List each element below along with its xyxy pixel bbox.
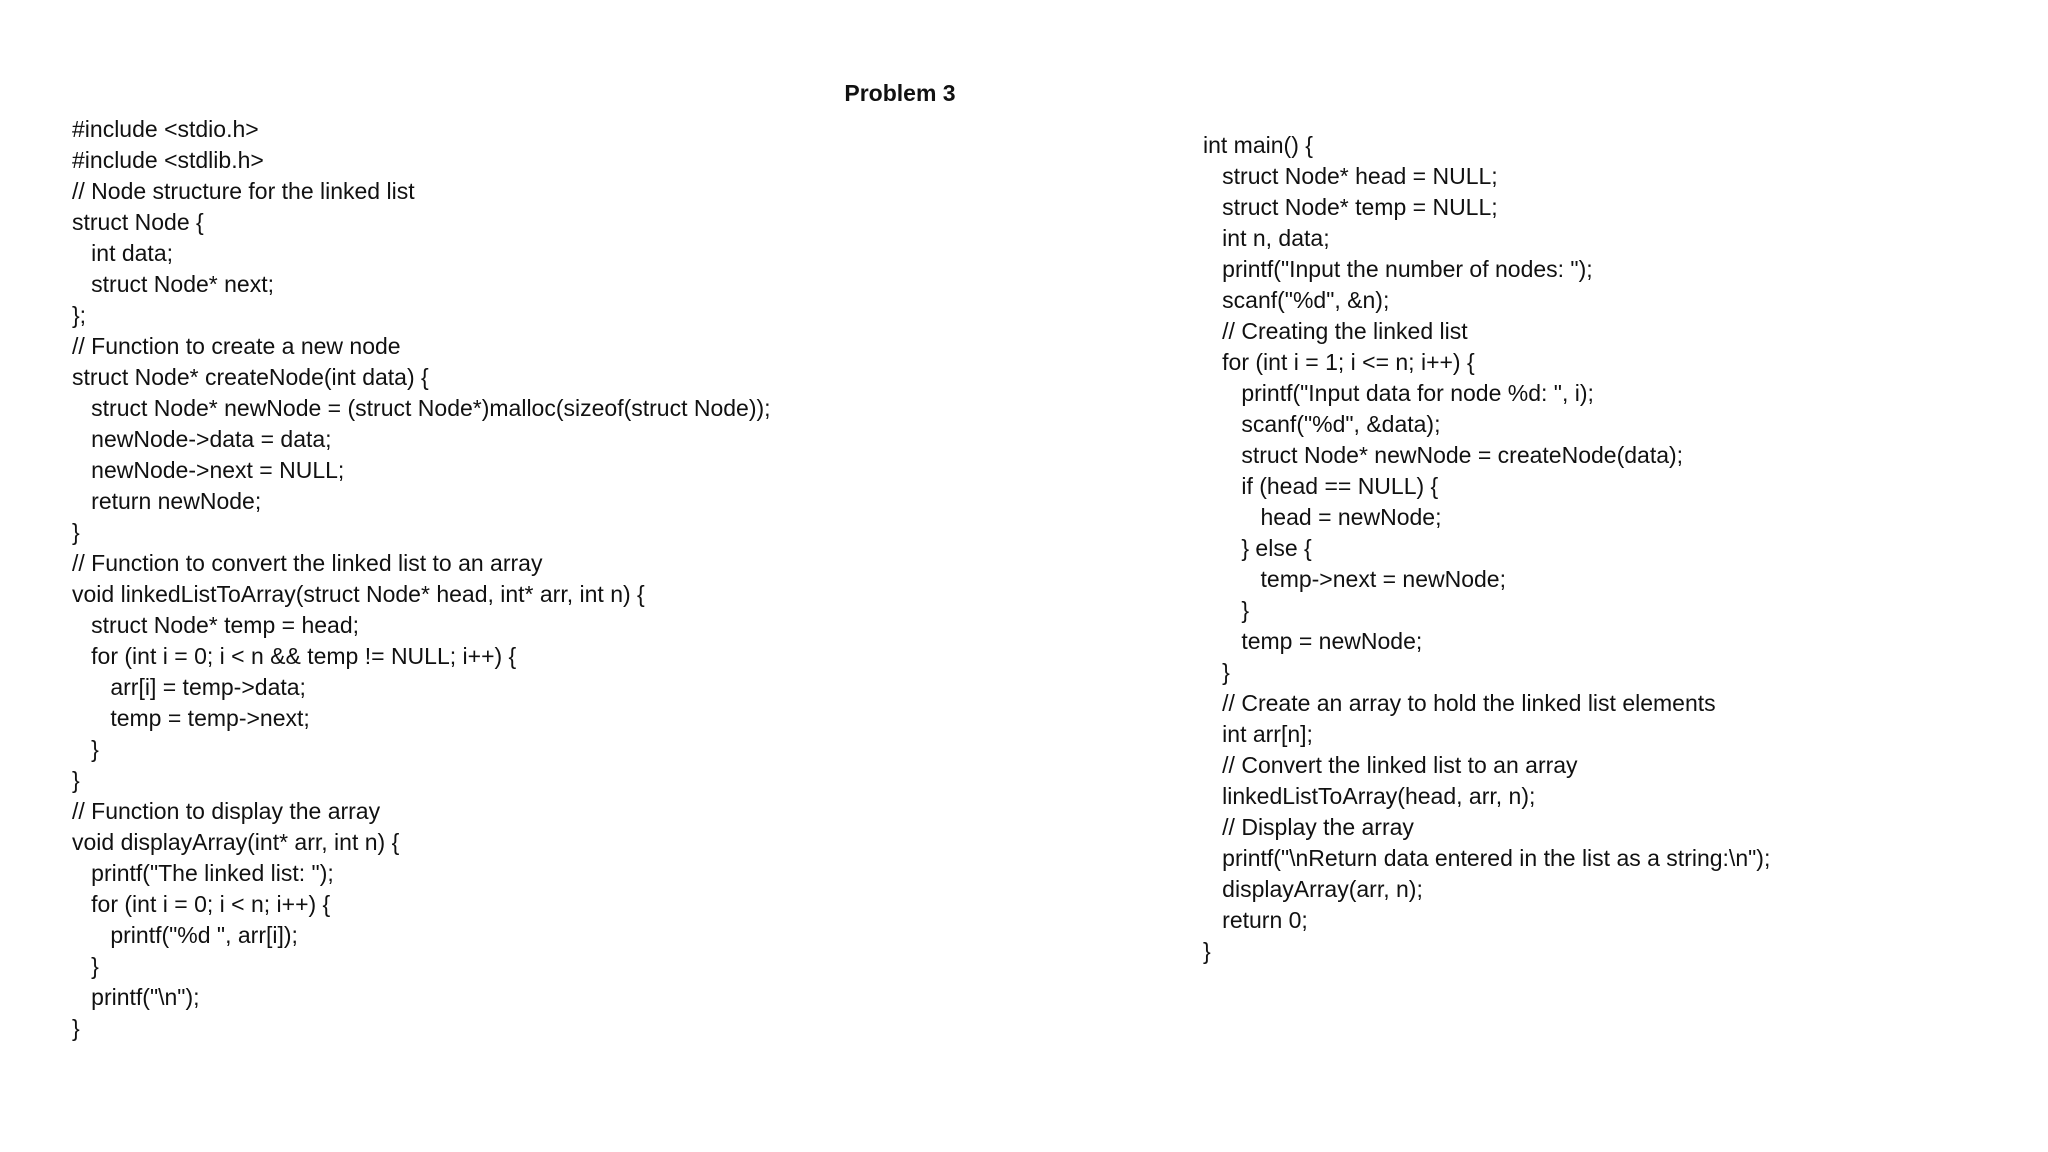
code-line: printf("%d ", arr[i]);: [72, 922, 298, 948]
code-line: for (int i = 0; i < n; i++) {: [72, 891, 331, 917]
code-line: // Function to display the array: [72, 798, 381, 824]
code-line: temp->next = newNode;: [1203, 566, 1506, 592]
code-line: // Create an array to hold the linked list elements: [1203, 690, 1716, 716]
code-line: struct Node {: [72, 209, 204, 235]
code-line: displayArray(arr, n);: [1203, 876, 1423, 902]
code-line: struct Node* head = NULL;: [1203, 163, 1498, 189]
code-line: if (head == NULL) {: [1203, 473, 1439, 499]
code-line: printf("Input the number of nodes: ");: [1203, 256, 1593, 282]
code-line: linkedListToArray(head, arr, n);: [1203, 783, 1536, 809]
code-line: for (int i = 1; i <= n; i++) {: [1203, 349, 1475, 375]
code-line: }: [72, 1015, 80, 1041]
code-line: }: [72, 953, 99, 979]
code-line: return newNode;: [72, 488, 262, 514]
code-line: struct Node* temp = NULL;: [1203, 194, 1498, 220]
code-line: // Convert the linked list to an array: [1203, 752, 1578, 778]
code-line: } else {: [1203, 535, 1312, 561]
code-line: }: [1203, 938, 1211, 964]
code-line: void linkedListToArray(struct Node* head, int* arr, int n) {: [72, 581, 645, 607]
code-line: printf("\n");: [72, 984, 200, 1010]
code-line: scanf("%d", &data);: [1203, 411, 1441, 437]
code-block-left: [72, 114, 771, 1044]
code-line: head = newNode;: [1203, 504, 1442, 530]
code-line: // Display the array: [1203, 814, 1414, 840]
code-line: int n, data;: [1203, 225, 1330, 251]
code-line: }: [72, 519, 80, 545]
code-line: struct Node* newNode = (struct Node*)malloc(sizeof(struct Node));: [72, 395, 771, 421]
code-line: };: [72, 302, 87, 328]
code-line: #include <stdlib.h>: [72, 147, 264, 173]
code-line: arr[i] = temp->data;: [72, 674, 306, 700]
code-line: newNode->next = NULL;: [72, 457, 345, 483]
code-line: // Function to create a new node: [72, 333, 401, 359]
code-line: }: [1203, 597, 1250, 623]
code-line: struct Node* newNode = createNode(data);: [1203, 442, 1684, 468]
code-line: struct Node* temp = head;: [72, 612, 360, 638]
code-line: temp = temp->next;: [72, 705, 310, 731]
code-line: printf("\nReturn data entered in the list as a string:\n");: [1203, 845, 1771, 871]
code-line: struct Node* next;: [72, 271, 274, 297]
code-line: }: [72, 736, 99, 762]
code-line: scanf("%d", &n);: [1203, 287, 1390, 313]
code-line: void displayArray(int* arr, int n) {: [72, 829, 400, 855]
code-block-right: [1203, 130, 1770, 967]
code-line: struct Node* createNode(int data) {: [72, 364, 429, 390]
code-line: for (int i = 0; i < n && temp != NULL; i++) {: [72, 643, 517, 669]
page-title: Problem 3: [844, 80, 956, 106]
code-line: temp = newNode;: [1203, 628, 1423, 654]
code-line: #include <stdio.h>: [72, 116, 259, 142]
code-line: int data;: [72, 240, 174, 266]
code-line: int arr[n];: [1203, 721, 1313, 747]
code-line: // Creating the linked list: [1203, 318, 1468, 344]
code-line: // Node structure for the linked list: [72, 178, 415, 204]
code-line: // Function to convert the linked list to an array: [72, 550, 543, 576]
code-line: newNode->data = data;: [72, 426, 332, 452]
code-line: }: [72, 767, 80, 793]
code-line: }: [1203, 659, 1230, 685]
code-line: printf("The linked list: ");: [72, 860, 334, 886]
code-line: int main() {: [1203, 132, 1313, 158]
code-line: return 0;: [1203, 907, 1308, 933]
code-line: printf("Input data for node %d: ", i);: [1203, 380, 1594, 406]
